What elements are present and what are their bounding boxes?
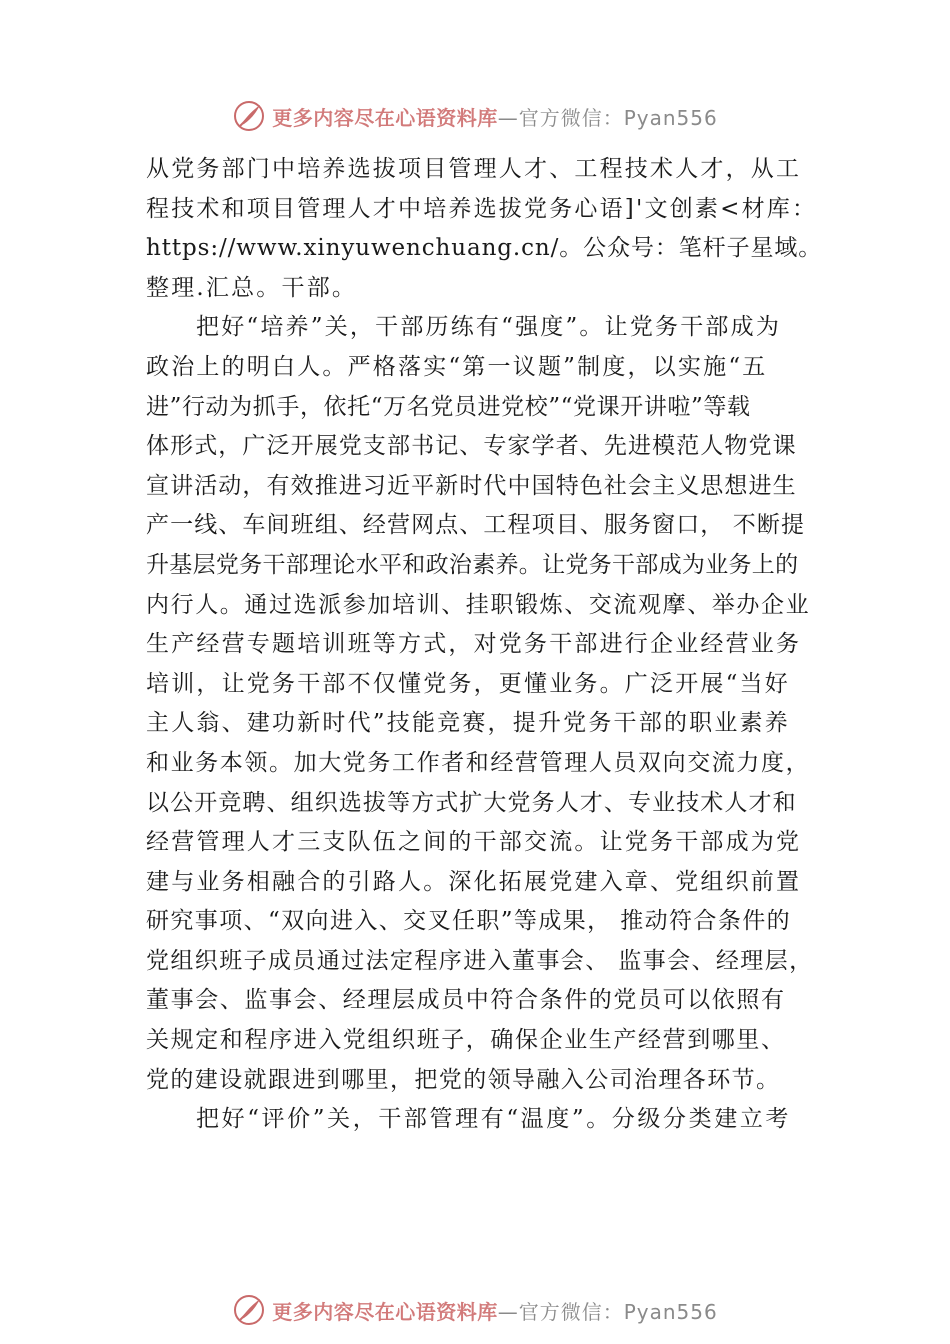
text-line: 宣讲活动，有效推进习近平新时代中国特色社会主义思想进生 <box>146 472 797 499</box>
text-line: 从党务部门中培养选拔项目管理人才、工程技术人才，从工 <box>146 156 802 182</box>
text-line: 生产经营专题培训班等方式，对党务干部进行企业经营业务 <box>146 631 802 658</box>
text-line: https://www.xinyuwenchuang.cn/。公众号：笔杆子星域。 <box>146 235 823 262</box>
text-line: 经营管理人才三支队伍之间的干部交流。让党务干部成为党 <box>146 829 802 856</box>
header-banner <box>0 96 950 136</box>
quill-logo-icon <box>232 99 266 133</box>
banner-red-text: 更多内容尽在心语资料库 <box>272 105 498 130</box>
banner-gray-text: —官方微信：Pyan556 <box>497 105 718 130</box>
banner-red-text: 更多内容尽在心语资料库 <box>272 1299 498 1324</box>
text-line: 党的建设就跟进到哪里，把党的领导融入公司治理各环节。 <box>146 1066 781 1093</box>
paragraph-start-line: 把好“评价”关，干部管理有“温度”。分级分类建立考 <box>196 1106 792 1133</box>
text-line: 建与业务相融合的引路人。深化拓展党建入章、党组织前置 <box>146 868 802 895</box>
text-line: 政治上的明白人。严格落实“第一议题”制度，以实施“五 <box>146 353 768 380</box>
text-line: 研究事项、“双向进入、交叉任职”等成果， 推动符合条件的 <box>146 908 792 935</box>
text-line: 内行人。通过选派参加培训、挂职锻炼、交流观摩、举办企业 <box>146 591 811 618</box>
text-line: 进”行动为抓手，依托“万名党员进党校”“党课开讲啦”等载 <box>146 393 751 420</box>
footer-banner <box>0 1290 950 1330</box>
text-line: 主人翁、建功新时代”技能竞赛，提升党务干部的职业素养 <box>146 710 790 737</box>
text-line: 升基层党务干部理论水平和政治素养。让党务干部成为业务上的 <box>146 551 799 578</box>
text-line: 以公开竞聘、组织选拔等方式扩大党务人才、专业技术人才和 <box>146 789 797 816</box>
quill-logo-icon <box>232 1293 266 1327</box>
text-line: 产一线、车间班组、经营网点、工程项目、服务窗口， 不断提 <box>146 512 806 539</box>
text-line: 整理.汇总。干部。 <box>146 274 358 301</box>
text-line: 党组织班子成员通过法定程序进入董事会、 监事会、经理层， <box>146 947 814 974</box>
paragraph-start-line: 把好“培养”关，干部历练有“强度”。让党务干部成为 <box>196 314 782 341</box>
text-line: 体形式，广泛开展党支部书记、专家学者、先进模范人物党课 <box>146 433 797 460</box>
text-line: 关规定和程序进入党组织班子，确保企业生产经营到哪里、 <box>146 1027 786 1054</box>
text-line: 程技术和项目管理人才中培养选拔党务心语]'文创素<材库： <box>146 195 818 222</box>
banner-gray-text: —官方微信：Pyan556 <box>497 1299 718 1324</box>
text-line: 培训，让党务干部不仅懂党务，更懂业务。广泛开展“当好 <box>146 670 790 697</box>
document-body <box>146 150 836 1140</box>
text-line: 和业务本领。加大党务工作者和经营管理人员双向交流力度， <box>146 749 811 776</box>
text-line: 董事会、监事会、经理层成员中符合条件的党员可以依照有 <box>146 987 786 1014</box>
